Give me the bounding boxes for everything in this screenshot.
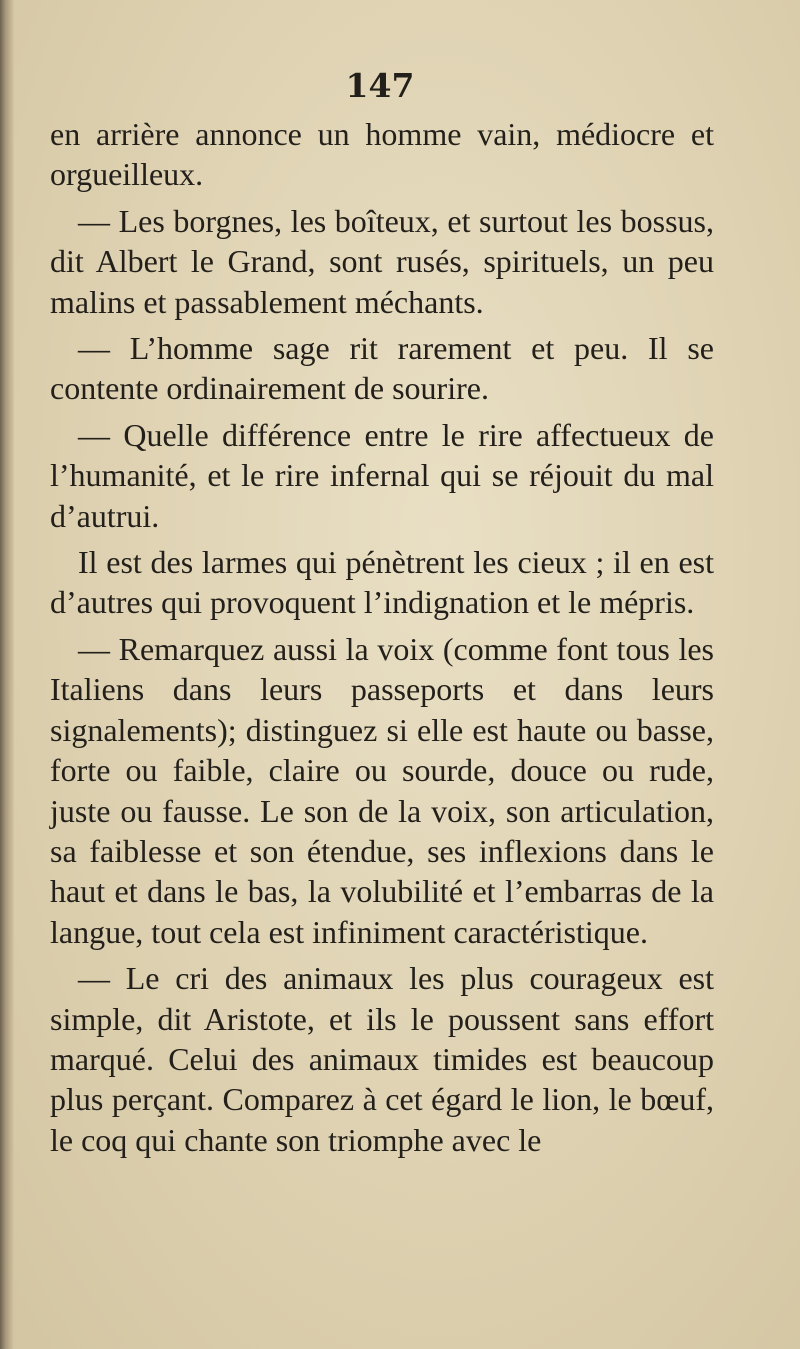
paragraph: — L’homme sage rit rarement et peu. Il se contente ordinairement de sourire. — [50, 330, 714, 407]
paragraph: — Le cri des animaux les plus courageux est simple, dit Aristote, et ils le poussent sans effort marqué. Celui des animaux timides est beaucoup plus perçant. Comparez à cet égard le lion, le bœuf, le coq qui chante son triomphe avec le — [50, 960, 714, 1158]
paragraph: — Les borgnes, les boîteux, et surtout les bossus, dit Albert le Grand, sont rusés, spirituels, un peu malins et passablement méchants. — [50, 202, 714, 320]
paragraph: en arrière annonce un homme vain, médiocre et orgueilleux. — [50, 116, 714, 193]
paragraph: — Remarquez aussi la voix (comme font tous les Italiens dans leurs passeports et dans leurs signalements); distinguez si elle est haute ou basse, forte ou faible, claire ou sourde, douce ou rude, juste ou fausse. Le son de la voix, son articulation, sa faiblesse et son étendue, ses inflexions dans le haut et dans le bas, la volubilité et l’embarras de la langue, tout cela est infiniment caractéristique. — [50, 630, 714, 950]
paragraph: — Quelle différence entre le rire affectueux de l’humanité, et le rire infernal qui se réjouit du mal d’autrui. — [50, 416, 714, 534]
page-gutter-edge — [0, 0, 14, 1349]
paragraph: Il est des larmes qui pénètrent les cieux ; il en est d’autres qui provoquent l’indignation et le mépris. — [50, 544, 714, 621]
page-number: 147 — [345, 66, 415, 105]
body-text — [50, 114, 714, 1166]
